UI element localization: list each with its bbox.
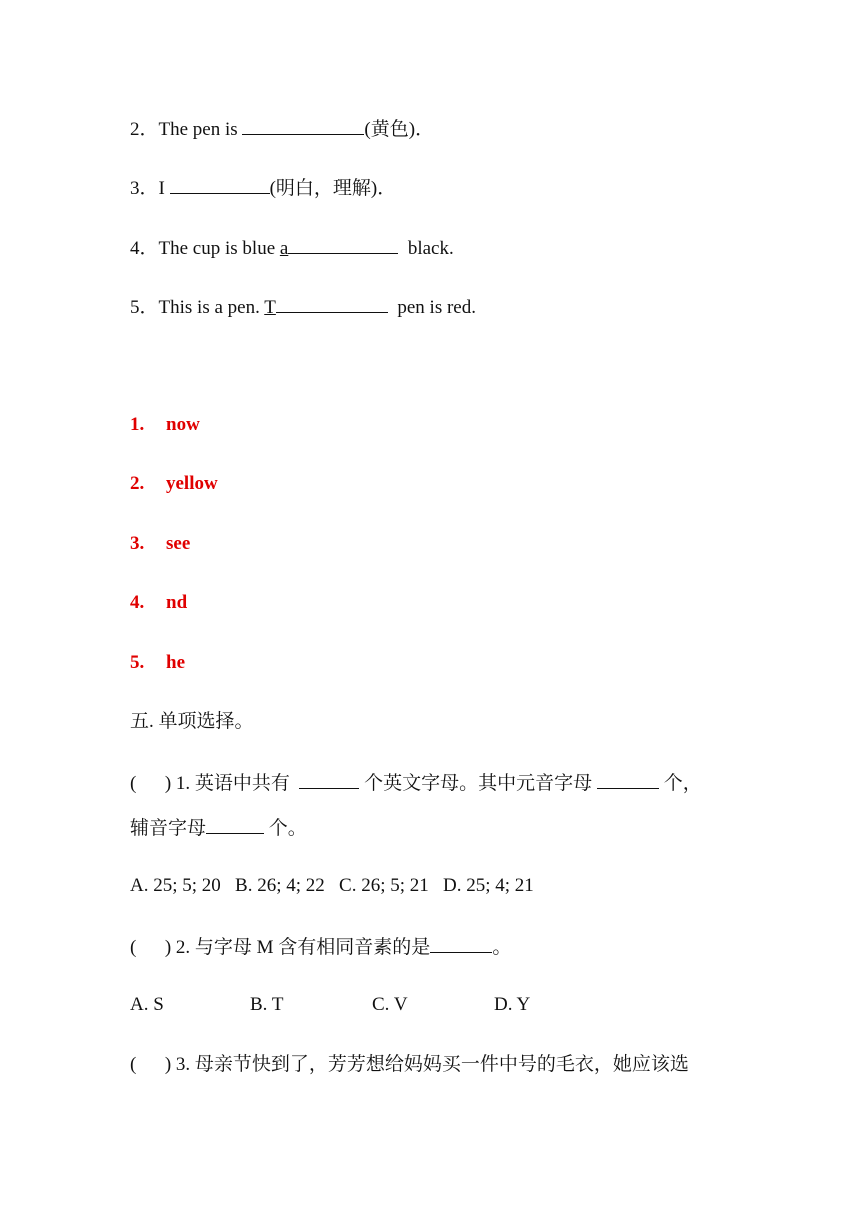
answer-blank xyxy=(242,116,364,135)
answer-blank xyxy=(597,770,659,789)
answer-text: nd xyxy=(166,592,188,613)
option-b: B. T xyxy=(250,994,284,1015)
option-a: A. 25; 5; 20 xyxy=(130,875,221,896)
mc-options-1 xyxy=(130,874,534,898)
answer-text: he xyxy=(166,652,185,673)
first-letter-hint: T xyxy=(264,297,276,318)
question-number: 3． xyxy=(130,178,159,199)
answer-item xyxy=(130,591,187,615)
answer-blank xyxy=(170,175,270,194)
question-hint: (明白，理解)． xyxy=(269,178,397,199)
answer-parenthesis: ( ) 2. xyxy=(130,937,191,958)
question-text: The pen is xyxy=(158,119,243,140)
mc-question-1-line2 xyxy=(130,815,307,841)
option-d: D. Y xyxy=(494,994,531,1015)
answer-number: 5. xyxy=(130,652,145,673)
first-letter-hint: a xyxy=(279,238,289,259)
option-d: D. 25; 4; 21 xyxy=(443,875,534,896)
fill-question-5 xyxy=(130,294,476,320)
option-b: B. 26; 4; 22 xyxy=(235,875,325,896)
option-c: C. 26; 5; 21 xyxy=(339,875,429,896)
question-text: 与字母 M 含有相同音素的是 xyxy=(190,937,431,958)
question-text: This is a pen. xyxy=(158,297,265,318)
answer-item xyxy=(130,651,185,675)
question-text: 个， xyxy=(658,773,702,794)
answer-number: 4. xyxy=(130,592,145,613)
answer-blank xyxy=(299,770,359,789)
question-text-end: pen is red. xyxy=(387,297,476,318)
answer-blank xyxy=(430,934,492,953)
answer-blank xyxy=(206,815,264,834)
question-text: 辅音字母 xyxy=(130,818,207,839)
question-number: 4． xyxy=(130,238,159,259)
question-text: 个英文字母。其中元音字母 xyxy=(359,773,597,794)
answer-number: 3. xyxy=(130,533,145,554)
option-a: A. S xyxy=(130,994,164,1015)
question-text: 个。 xyxy=(264,818,307,839)
fill-question-3 xyxy=(130,175,396,201)
question-hint: (黄色)． xyxy=(364,119,435,140)
answer-parenthesis: ( ) 1. xyxy=(130,773,191,794)
answer-item xyxy=(130,413,200,437)
question-text: 。 xyxy=(492,937,512,958)
question-number: 2． xyxy=(130,119,159,140)
fill-question-2 xyxy=(130,116,434,142)
answer-number: 2. xyxy=(130,473,145,494)
question-text: 英语中共有 xyxy=(190,773,295,794)
section-title: 五. 单项选择。 xyxy=(130,711,254,732)
answer-item xyxy=(130,472,218,496)
mc-question-2 xyxy=(130,934,511,960)
question-text: 母亲节快到了，芳芳想给妈妈买一件中号的毛衣，她应该选 xyxy=(190,1054,689,1075)
answer-blank xyxy=(276,294,388,313)
mc-question-1 xyxy=(130,770,702,796)
question-text: I xyxy=(158,178,170,199)
answer-item xyxy=(130,532,190,556)
fill-question-4 xyxy=(130,235,454,261)
option-c: C. V xyxy=(372,994,408,1015)
answer-text: yellow xyxy=(166,473,218,494)
answer-text: see xyxy=(166,533,191,554)
answer-text: now xyxy=(166,414,200,435)
answer-number: 1. xyxy=(130,414,145,435)
answer-blank xyxy=(288,235,398,254)
mc-question-3 xyxy=(130,1053,689,1077)
question-number: 5． xyxy=(130,297,159,318)
answer-parenthesis: ( ) 3. xyxy=(130,1054,191,1075)
question-text-end: black. xyxy=(398,238,454,259)
question-text: The cup is blue xyxy=(158,238,280,259)
